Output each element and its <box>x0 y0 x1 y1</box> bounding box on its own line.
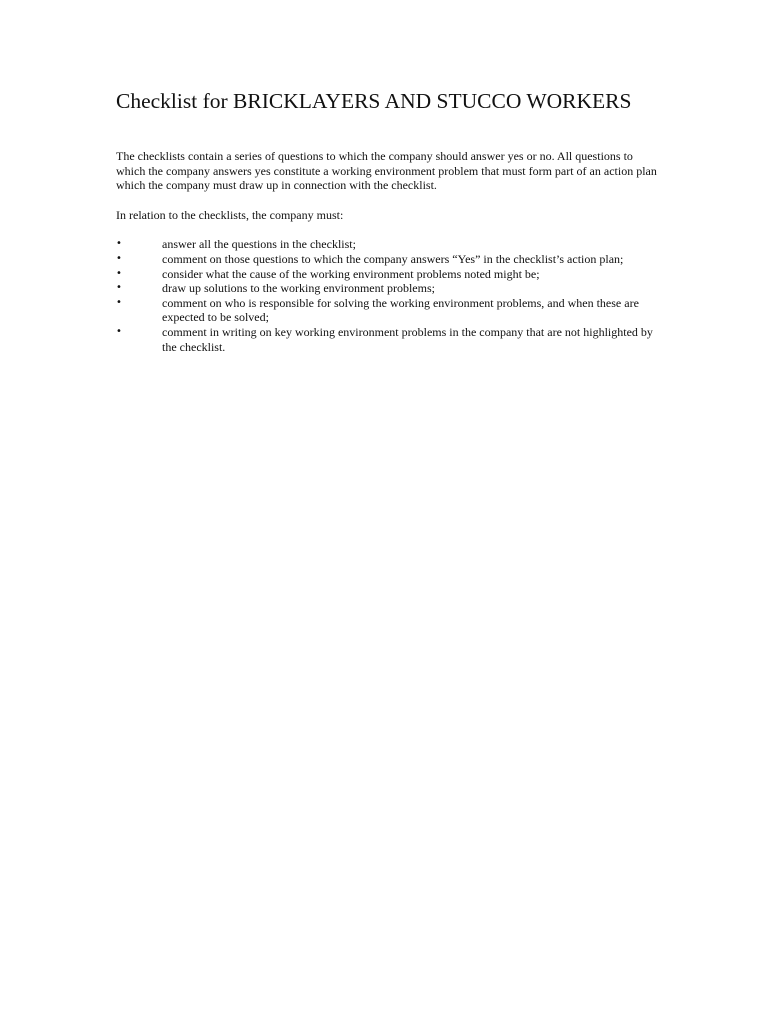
list-item-text: comment in writing on key working environment problems in the company that are not highlighted by the checklist. <box>162 324 653 354</box>
list-item <box>116 281 664 296</box>
bullet-icon: • <box>116 282 122 294</box>
list-item-text: draw up solutions to the working environment problems; <box>162 281 435 296</box>
list-item <box>116 267 664 282</box>
list-item-text: comment on those questions to which the company answers “Yes” in the checklist’s action plan; <box>162 251 624 266</box>
bullet-icon: • <box>116 325 122 337</box>
list-item <box>116 296 664 325</box>
instruction-list <box>116 237 664 354</box>
list-item <box>116 325 664 354</box>
list-item <box>116 237 664 252</box>
bullet-icon: • <box>116 252 122 264</box>
bullet-icon: • <box>116 238 122 250</box>
intro-paragraph: The checklists contain a series of questions to which the company should answer yes or no. All questions to which the company answers yes constitute a working environment problem that must form part of an action plan which the company must draw up in connection with the checklist. <box>116 149 657 193</box>
bullet-icon: • <box>116 267 122 279</box>
list-item <box>116 252 664 267</box>
bullet-icon: • <box>116 296 122 308</box>
list-item-text: consider what the cause of the working environment problems noted might be; <box>162 266 540 281</box>
list-item-text: answer all the questions in the checklist; <box>162 237 356 252</box>
page-title: Checklist for BRICKLAYERS AND STUCCO WORKERS <box>116 89 632 113</box>
document-page <box>116 88 664 354</box>
list-item-text: comment on who is responsible for solving the working environment problems, and when these are expected to be solved; <box>162 295 639 325</box>
lead-paragraph: In relation to the checklists, the company must: <box>116 207 344 222</box>
